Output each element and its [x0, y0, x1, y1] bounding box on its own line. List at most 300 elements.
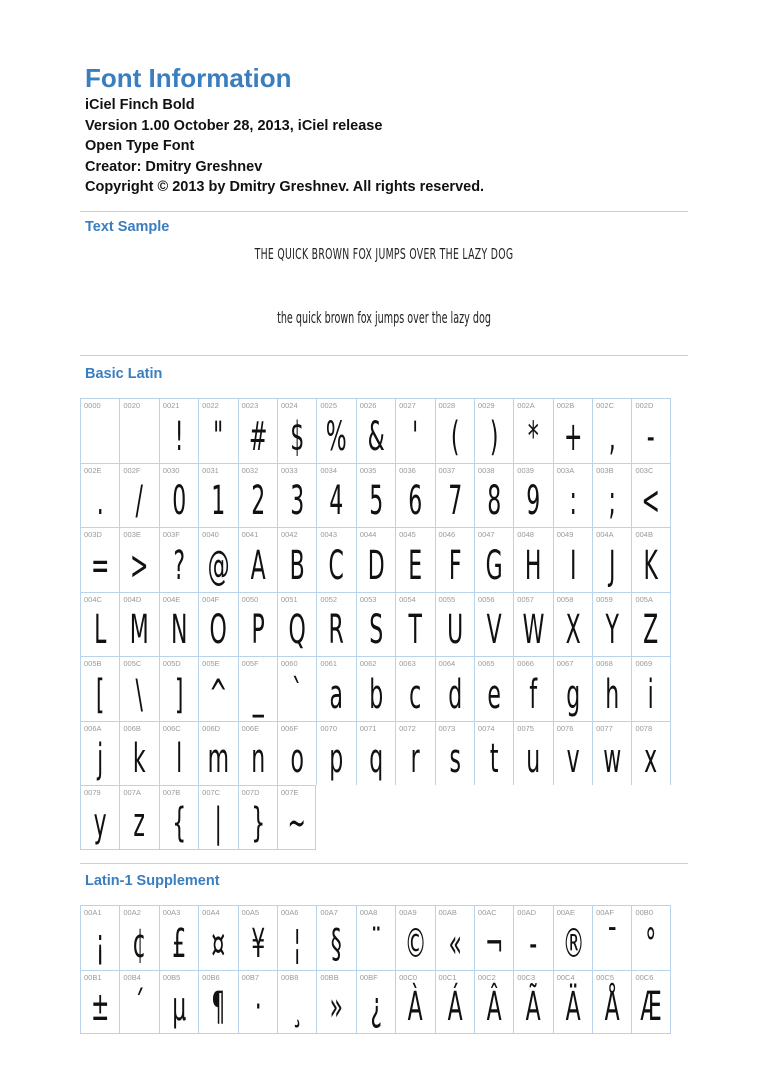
glyph-sample: 6 — [408, 478, 423, 524]
glyph-sample: x — [644, 736, 658, 782]
glyph-sample: ¢ — [132, 920, 147, 967]
glyph-cell — [238, 905, 277, 970]
glyph-codepoint: 003B — [596, 465, 614, 475]
section-heading-basic-latin: Basic Latin — [85, 366, 163, 382]
glyph-cell — [395, 592, 434, 657]
glyph-sample: v — [566, 736, 580, 782]
font-creator: Creator: Dmitry Greshnev — [85, 158, 263, 175]
glyph-cell — [474, 463, 513, 528]
glyph-codepoint: 00A5 — [241, 908, 260, 917]
glyph-sample: ¨ — [370, 920, 382, 967]
glyph-sample: - — [529, 920, 538, 967]
glyph-sample: Å — [604, 984, 620, 1030]
glyph-sample: ¬ — [484, 920, 504, 967]
glyph-codepoint: 0049 — [556, 530, 574, 539]
glyph-cell — [356, 527, 395, 592]
glyph-sample: ^ — [209, 671, 228, 718]
glyph-codepoint: 006A — [84, 723, 102, 733]
glyph-sample: i — [648, 671, 655, 718]
glyph-sample: V — [486, 607, 502, 653]
glyph-cell — [513, 398, 552, 463]
glyph-sample: © — [404, 920, 427, 967]
glyph-codepoint: 0037 — [438, 465, 456, 475]
glyph-sample: * — [527, 413, 539, 460]
glyph-cell — [356, 970, 395, 1035]
glyph-sample: 9 — [526, 478, 541, 524]
glyph-codepoint: 0050 — [241, 594, 259, 604]
glyph-cell — [592, 721, 631, 786]
glyph-sample: ¦ — [293, 920, 301, 967]
glyph-cell — [238, 527, 277, 592]
glyph-cell — [395, 398, 434, 463]
glyph-codepoint: 0048 — [517, 530, 534, 539]
glyph-sample: C — [328, 542, 345, 589]
glyph-cell — [198, 527, 237, 592]
glyph-codepoint: 002E — [84, 465, 102, 475]
glyph-cell — [356, 592, 395, 657]
glyph-sample: ® — [562, 920, 585, 967]
glyph-codepoint: 0054 — [399, 594, 416, 604]
glyph-sample: > — [130, 542, 149, 589]
glyph-codepoint: 003D — [84, 530, 102, 539]
glyph-sample: . — [96, 478, 104, 524]
glyph-row — [80, 592, 671, 657]
glyph-sample: D — [367, 542, 385, 589]
glyph-sample: \ — [135, 671, 144, 718]
glyph-sample: 4 — [329, 478, 344, 524]
glyph-sample: n — [250, 736, 265, 782]
glyph-cell — [316, 463, 355, 528]
glyph-codepoint: 0031 — [202, 465, 219, 475]
glyph-codepoint: 0040 — [202, 530, 219, 539]
font-info — [85, 95, 484, 198]
glyph-codepoint: 0023 — [241, 401, 259, 410]
glyph-codepoint: 0072 — [399, 723, 416, 733]
glyph-codepoint: 00A8 — [359, 908, 378, 917]
glyph-cell — [474, 721, 513, 786]
glyph-cell — [592, 970, 631, 1035]
glyph-sample: N — [170, 607, 188, 653]
glyph-codepoint: 0033 — [280, 465, 298, 475]
glyph-sample: Á — [447, 984, 463, 1030]
glyph-codepoint: 00A9 — [399, 908, 417, 917]
glyph-codepoint: 00AD — [517, 908, 537, 917]
glyph-codepoint: 0053 — [359, 594, 377, 604]
glyph-cell — [592, 905, 631, 970]
glyph-codepoint: 0035 — [359, 465, 377, 475]
glyph-cell — [553, 721, 592, 786]
glyph-cell — [631, 592, 670, 657]
sample-uppercase: THE QUICK BROWN FOX JUMPS OVER THE LAZY DOG — [254, 245, 514, 263]
glyph-cell — [119, 721, 158, 786]
glyph-codepoint: 0044 — [359, 530, 377, 539]
glyph-sample: / — [135, 478, 144, 524]
glyph-cell — [435, 721, 474, 786]
section-heading-text-sample: Text Sample — [85, 219, 170, 235]
glyph-cell — [553, 656, 592, 721]
glyph-sample: ; — [608, 478, 616, 524]
glyph-cell — [80, 592, 119, 657]
glyph-cell — [316, 592, 355, 657]
glyph-codepoint: 007D — [241, 788, 260, 797]
glyph-codepoint: 004F — [202, 594, 220, 604]
glyph-sample: % — [326, 413, 347, 460]
glyph-sample: P — [251, 607, 265, 653]
glyph-codepoint: 0034 — [320, 465, 338, 475]
glyph-cell — [80, 721, 119, 786]
glyph-row — [80, 721, 671, 786]
glyph-codepoint: 0061 — [320, 659, 338, 668]
glyph-cell — [395, 463, 434, 528]
glyph-cell — [80, 398, 119, 463]
glyph-codepoint: 0058 — [556, 594, 574, 604]
glyph-codepoint: 006D — [202, 723, 221, 733]
glyph-codepoint: 00B6 — [202, 972, 220, 982]
glyph-cell — [395, 721, 434, 786]
glyph-sample: 5 — [368, 478, 383, 524]
glyph-sample: ± — [90, 984, 110, 1030]
glyph-cell — [553, 527, 592, 592]
glyph-codepoint: 004D — [123, 594, 142, 604]
glyph-sample: X — [565, 607, 581, 653]
glyph-cell — [238, 592, 277, 657]
glyph-cell — [395, 905, 434, 970]
glyph-cell — [553, 592, 592, 657]
glyph-codepoint: 0079 — [84, 788, 101, 797]
glyph-row — [80, 970, 671, 1035]
glyph-codepoint: 007A — [123, 788, 141, 797]
glyph-sample: f — [529, 671, 538, 718]
glyph-codepoint: 00A6 — [280, 908, 299, 917]
glyph-cell — [277, 721, 316, 786]
glyph-sample: F — [448, 542, 462, 589]
glyph-codepoint: 0073 — [438, 723, 456, 733]
glyph-cell — [553, 463, 592, 528]
glyph-sample: b — [368, 671, 383, 718]
glyph-sample: I — [569, 542, 577, 589]
glyph-codepoint: 0027 — [399, 401, 416, 410]
glyph-sample: L — [94, 607, 107, 653]
glyph-cell — [356, 721, 395, 786]
glyph-row — [80, 463, 671, 528]
glyph-codepoint: 00B4 — [123, 972, 141, 982]
glyph-grid-basic-latin — [80, 398, 671, 850]
glyph-cell — [435, 905, 474, 970]
glyph-cell — [316, 527, 355, 592]
glyph-codepoint: 003E — [123, 530, 141, 539]
glyph-cell — [119, 785, 158, 850]
glyph-sample: a — [329, 671, 344, 718]
glyph-codepoint: 0030 — [162, 465, 180, 475]
glyph-cell — [474, 398, 513, 463]
glyph-codepoint: 004A — [596, 530, 614, 539]
glyph-codepoint: 0065 — [477, 659, 495, 668]
glyph-sample: ¶ — [211, 984, 226, 1030]
glyph-cell — [631, 398, 670, 463]
glyph-sample: Q — [288, 607, 306, 653]
glyph-row — [80, 905, 671, 970]
glyph-codepoint: 00AF — [596, 908, 615, 917]
glyph-codepoint: 002A — [517, 401, 535, 410]
glyph-codepoint: 00BF — [359, 972, 378, 982]
glyph-cell — [198, 398, 237, 463]
glyph-codepoint: 0071 — [359, 723, 377, 733]
glyph-sample: j — [97, 736, 104, 782]
glyph-codepoint: 006C — [162, 723, 181, 733]
glyph-codepoint: 005C — [123, 659, 142, 668]
glyph-sample: : — [569, 478, 577, 524]
glyph-codepoint: 0032 — [241, 465, 259, 475]
glyph-codepoint: 0068 — [596, 659, 613, 668]
glyph-cell — [119, 463, 158, 528]
glyph-codepoint: 0043 — [320, 530, 338, 539]
glyph-cell — [435, 970, 474, 1035]
glyph-sample: « — [447, 920, 462, 967]
glyph-cell — [316, 970, 355, 1035]
glyph-codepoint: 0028 — [438, 401, 456, 410]
glyph-codepoint: 002B — [556, 401, 575, 410]
glyph-codepoint: 0063 — [399, 659, 416, 668]
glyph-codepoint: 00AC — [477, 908, 497, 917]
glyph-cell — [513, 905, 552, 970]
glyph-codepoint: 0052 — [320, 594, 338, 604]
glyph-cell — [198, 656, 237, 721]
glyph-sample: ¤ — [211, 920, 226, 967]
divider — [80, 211, 688, 212]
glyph-codepoint: 005E — [202, 659, 220, 668]
glyph-codepoint: 0022 — [202, 401, 219, 410]
glyph-cell — [159, 592, 198, 657]
glyph-sample: ´ — [134, 984, 146, 1030]
glyph-codepoint: 0045 — [399, 530, 416, 539]
glyph-codepoint: 00AB — [438, 908, 457, 917]
glyph-cell — [238, 463, 277, 528]
glyph-sample: m — [207, 736, 230, 782]
glyph-cell — [119, 905, 158, 970]
glyph-codepoint: 002D — [635, 401, 654, 410]
glyph-sample: t — [489, 736, 499, 782]
glyph-sample: [ — [95, 671, 105, 718]
glyph-codepoint: 0077 — [596, 723, 613, 733]
glyph-cell — [277, 527, 316, 592]
glyph-cell — [474, 527, 513, 592]
glyph-codepoint: 0026 — [359, 401, 377, 410]
glyph-sample: < — [641, 478, 661, 524]
glyph-cell — [513, 592, 552, 657]
glyph-grid-latin-1 — [80, 905, 671, 1034]
glyph-cell — [119, 527, 158, 592]
glyph-sample: R — [328, 607, 345, 653]
glyph-sample: 8 — [487, 478, 502, 524]
glyph-cell — [395, 527, 434, 592]
glyph-sample: ~ — [287, 799, 306, 846]
glyph-sample: A — [250, 542, 266, 589]
font-version: Version 1.00 October 28, 2013, iCiel release — [85, 117, 383, 134]
glyph-cell — [474, 592, 513, 657]
glyph-sample: M — [130, 607, 150, 653]
glyph-cell — [159, 656, 198, 721]
glyph-sample: + — [563, 413, 583, 460]
glyph-cell — [435, 592, 474, 657]
glyph-sample: - — [647, 413, 656, 460]
glyph-sample: U — [446, 607, 463, 653]
glyph-cell — [592, 463, 631, 528]
glyph-cell — [159, 527, 198, 592]
glyph-codepoint: 005B — [84, 659, 102, 668]
glyph-codepoint: 0055 — [438, 594, 456, 604]
glyph-codepoint: 0075 — [517, 723, 534, 733]
glyph-sample: Y — [605, 607, 619, 653]
glyph-codepoint: 0038 — [477, 465, 495, 475]
glyph-codepoint: 00C5 — [596, 972, 615, 982]
glyph-cell — [277, 592, 316, 657]
glyph-cell — [435, 398, 474, 463]
glyph-cell — [356, 656, 395, 721]
glyph-codepoint: 0056 — [477, 594, 495, 604]
glyph-codepoint: 004B — [635, 530, 653, 539]
glyph-cell — [198, 905, 237, 970]
glyph-sample: $ — [290, 413, 305, 460]
glyph-codepoint: 005A — [635, 594, 653, 604]
glyph-sample: ¯ — [606, 920, 618, 967]
glyph-cell — [277, 785, 316, 850]
glyph-codepoint: 0066 — [517, 659, 534, 668]
glyph-codepoint: 0070 — [320, 723, 338, 733]
glyph-codepoint: 0041 — [241, 530, 259, 539]
glyph-codepoint: 0069 — [635, 659, 653, 668]
glyph-cell — [238, 721, 277, 786]
glyph-codepoint: 00C2 — [477, 972, 496, 982]
glyph-codepoint: 003A — [556, 465, 575, 475]
glyph-cell — [198, 785, 237, 850]
glyph-cell — [592, 656, 631, 721]
glyph-cell — [159, 721, 198, 786]
glyph-codepoint: 0024 — [280, 401, 298, 410]
glyph-codepoint: 00A1 — [84, 908, 102, 917]
glyph-cell — [631, 970, 670, 1035]
glyph-cell — [435, 527, 474, 592]
glyph-cell — [80, 785, 119, 850]
glyph-sample: h — [605, 671, 620, 718]
glyph-sample: 7 — [447, 478, 462, 524]
glyph-codepoint: 00A2 — [123, 908, 141, 917]
glyph-cell — [316, 721, 355, 786]
glyph-sample: _ — [252, 671, 264, 718]
glyph-cell — [277, 463, 316, 528]
glyph-sample: # — [248, 413, 267, 460]
glyph-cell — [277, 398, 316, 463]
glyph-cell — [592, 592, 631, 657]
glyph-codepoint: 0059 — [596, 594, 613, 604]
glyph-cell — [513, 970, 552, 1035]
glyph-sample: £ — [171, 920, 186, 967]
glyph-cell — [356, 398, 395, 463]
glyph-sample: ° — [645, 920, 657, 967]
glyph-sample: J — [609, 542, 616, 589]
section-heading-latin-1: Latin-1 Supplement — [85, 873, 220, 889]
glyph-codepoint: 003C — [635, 465, 654, 475]
glyph-sample: & — [367, 413, 385, 460]
glyph-codepoint: 00BB — [320, 972, 339, 982]
glyph-sample: G — [485, 542, 503, 589]
glyph-sample: · — [254, 984, 262, 1030]
glyph-codepoint: 0020 — [123, 401, 141, 410]
glyph-cell — [238, 398, 277, 463]
glyph-sample: ? — [173, 542, 185, 589]
glyph-sample: p — [329, 736, 344, 782]
glyph-sample: d — [447, 671, 462, 718]
glyph-cell — [119, 970, 158, 1035]
glyph-sample: » — [329, 984, 344, 1030]
glyph-codepoint: 00B0 — [635, 908, 653, 917]
glyph-sample: ) — [489, 413, 499, 460]
glyph-sample: Z — [643, 607, 659, 653]
glyph-cell — [513, 463, 552, 528]
glyph-sample: ! — [174, 413, 184, 460]
glyph-cell — [631, 721, 670, 786]
glyph-sample: ¡ — [95, 920, 105, 967]
glyph-codepoint: 007B — [162, 788, 181, 797]
glyph-sample: ¥ — [250, 920, 265, 967]
glyph-codepoint: 0046 — [438, 530, 456, 539]
glyph-codepoint: 004C — [84, 594, 102, 604]
font-type: Open Type Font — [85, 138, 195, 154]
glyph-sample: À — [407, 984, 423, 1030]
glyph-codepoint: 0074 — [477, 723, 495, 733]
glyph-cell — [553, 398, 592, 463]
glyph-codepoint: 006F — [280, 723, 299, 733]
glyph-row — [80, 785, 671, 850]
glyph-codepoint: 0039 — [517, 465, 534, 475]
glyph-codepoint: 00B7 — [241, 972, 260, 982]
glyph-codepoint: 005F — [241, 659, 259, 668]
glyph-cell — [277, 970, 316, 1035]
glyph-cell — [553, 905, 592, 970]
glyph-sample: Â — [486, 984, 502, 1030]
glyph-cell — [395, 970, 434, 1035]
glyph-codepoint: 00C1 — [438, 972, 457, 982]
glyph-codepoint: 00AE — [556, 908, 576, 917]
glyph-sample: , — [608, 413, 616, 460]
glyph-sample: 1 — [211, 478, 226, 524]
glyph-cell — [474, 656, 513, 721]
glyph-sample: B — [289, 542, 305, 589]
glyph-cell — [277, 905, 316, 970]
glyph-cell — [238, 785, 277, 850]
glyph-codepoint: 0042 — [280, 530, 298, 539]
glyph-codepoint: 0047 — [477, 530, 495, 539]
page-title: Font Information — [85, 63, 292, 93]
divider — [80, 355, 688, 356]
glyph-cell — [474, 905, 513, 970]
sample-lowercase: the quick brown fox jumps over the lazy dog — [277, 308, 491, 327]
glyph-cell — [513, 721, 552, 786]
glyph-sample: ¸ — [291, 984, 303, 1030]
glyph-cell — [159, 785, 198, 850]
glyph-codepoint: 006B — [123, 723, 141, 733]
glyph-sample: y — [93, 799, 107, 846]
glyph-sample: = — [90, 542, 110, 589]
glyph-cell — [159, 905, 198, 970]
glyph-sample: W — [522, 607, 545, 653]
glyph-cell — [80, 463, 119, 528]
glyph-cell — [277, 656, 316, 721]
glyph-codepoint: 0078 — [635, 723, 653, 733]
glyph-cell — [80, 527, 119, 592]
glyph-cell — [395, 656, 434, 721]
glyph-codepoint: 00B1 — [84, 972, 102, 982]
glyph-cell — [238, 970, 277, 1035]
